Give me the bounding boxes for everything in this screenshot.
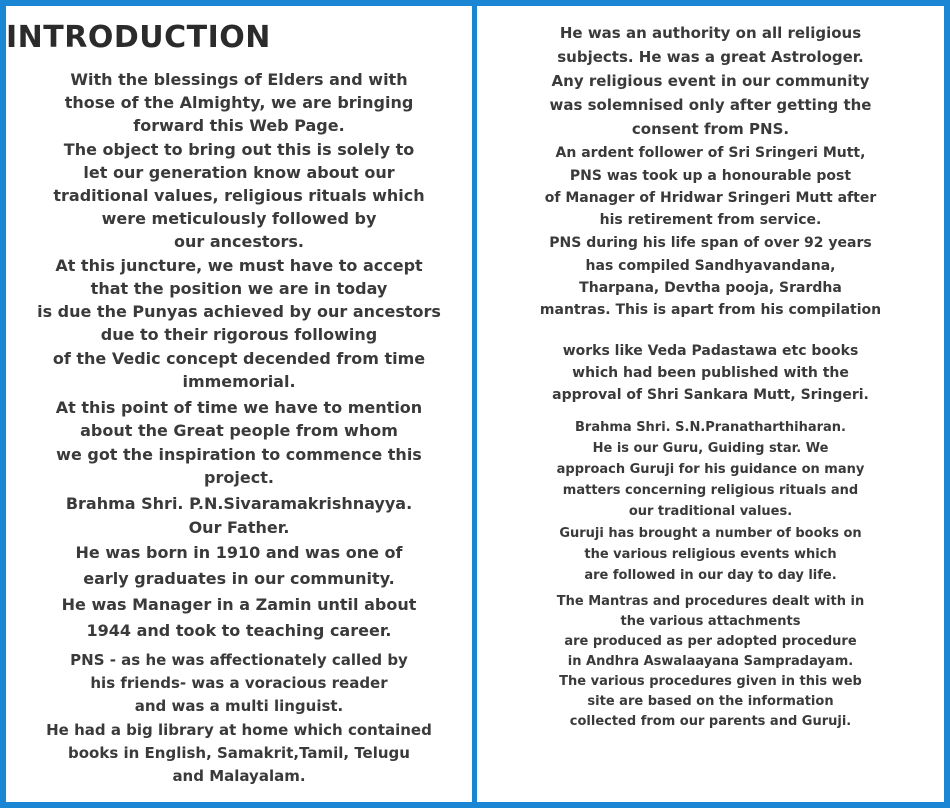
text-line: The object to bring out this is solely to — [63, 140, 415, 159]
text-line: traditional values, religious rituals which — [53, 186, 425, 205]
text-line: of Manager of Hridwar Sringeri Mutt after — [544, 190, 877, 206]
text-line: our traditional values. — [628, 504, 793, 519]
text-line: matters concerning religious rituals and — [562, 483, 859, 498]
left-page-panel — [6, 6, 472, 802]
text-line: The Mantras and procedures dealt with in — [556, 594, 865, 609]
text-line: PNS during his life span of over 92 years — [549, 235, 872, 251]
text-line: He was an authority on all religious — [559, 24, 862, 42]
text-line: the various attachments — [620, 614, 801, 629]
text-line: site are based on the information — [587, 694, 834, 709]
text-line: books in English, Samakrit,Tamil, Telugu — [68, 744, 410, 762]
text-line: early graduates in our community. — [83, 569, 395, 588]
text-line: subjects. He was a great Astrologer. — [557, 48, 864, 66]
text-line: was solemnised only after getting the — [549, 96, 872, 114]
text-line: At this point of time we have to mention — [55, 398, 423, 417]
text-line: He was born in 1910 and was one of — [75, 543, 403, 562]
text-line: has compiled Sandhyavandana, — [585, 258, 836, 274]
text-line: consent from PNS. — [631, 120, 790, 138]
text-line: approach Guruji for his guidance on many — [556, 462, 865, 477]
text-line: Tharpana, Devtha pooja, Srardha — [579, 280, 842, 296]
text-line: Brahma Shri. P.N.Sivaramakrishnayya. — [65, 494, 413, 513]
text-line: project. — [204, 468, 274, 487]
text-line: collected from our parents and Guruji. — [569, 714, 852, 729]
text-line: are followed in our day to day life. — [584, 568, 837, 583]
text-line: is due the Punyas achieved by our ancestors — [37, 302, 441, 321]
text-line: immemorial. — [182, 372, 296, 391]
text-line: were meticulously followed by — [101, 209, 377, 228]
text-line: and was a multi linguist. — [134, 697, 344, 715]
text-line: our ancestors. — [173, 232, 305, 251]
text-line: those of the Almighty, we are bringing — [64, 93, 414, 112]
right-page-panel — [477, 6, 944, 802]
text-line: He was Manager in a Zamin until about — [61, 595, 417, 614]
text-line: PNS - as he was affectionately called by — [70, 651, 408, 669]
text-line: He had a big library at home which contained — [46, 721, 432, 739]
text-line: With the blessings of Elders and with — [70, 70, 408, 89]
text-line: At this juncture, we must have to accept — [55, 256, 423, 275]
text-line: Brahma Shri. S.N.Pranatharthiharan. — [575, 420, 846, 435]
text-line: 1944 and took to teaching career. — [86, 621, 392, 640]
text-line: works like Veda Padastawa etc books — [562, 343, 859, 359]
introduction-heading: INTRODUCTION — [6, 20, 271, 55]
text-line: let our generation know about our — [83, 163, 395, 182]
text-line: we got the inspiration to commence this — [56, 445, 422, 464]
text-line: his retirement from service. — [599, 212, 822, 228]
text-line: that the position we are in today — [90, 279, 388, 298]
text-line: which had been published with the — [572, 365, 849, 381]
text-line: mantras. This is apart from his compilation — [539, 302, 882, 318]
text-line: Our Father. — [188, 518, 290, 537]
text-line: He is our Guru, Guiding star. We — [592, 441, 829, 456]
text-line: due to their rigorous following — [100, 325, 378, 344]
text-line: forward this Web Page. — [133, 116, 345, 135]
text-line: approval of Shri Sankara Mutt, Sringeri. — [552, 387, 869, 403]
text-line: Any religious event in our community — [551, 72, 870, 90]
text-line: PNS was took up a honourable post — [569, 168, 852, 184]
text-line: of the Vedic concept decended from time — [52, 349, 426, 368]
text-line: in Andhra Aswalaayana Sampradayam. — [567, 654, 854, 669]
text-line: his friends- was a voracious reader — [90, 674, 388, 692]
text-line: The various procedures given in this web — [559, 674, 862, 689]
text-line: An ardent follower of Sri Sringeri Mutt, — [555, 145, 866, 161]
text-line: are produced as per adopted procedure — [564, 634, 857, 649]
text-line: Guruji has brought a number of books on — [559, 526, 862, 541]
text-line: the various religious events which — [584, 547, 837, 562]
text-line: and Malayalam. — [172, 767, 306, 785]
text-line: about the Great people from whom — [80, 421, 398, 440]
